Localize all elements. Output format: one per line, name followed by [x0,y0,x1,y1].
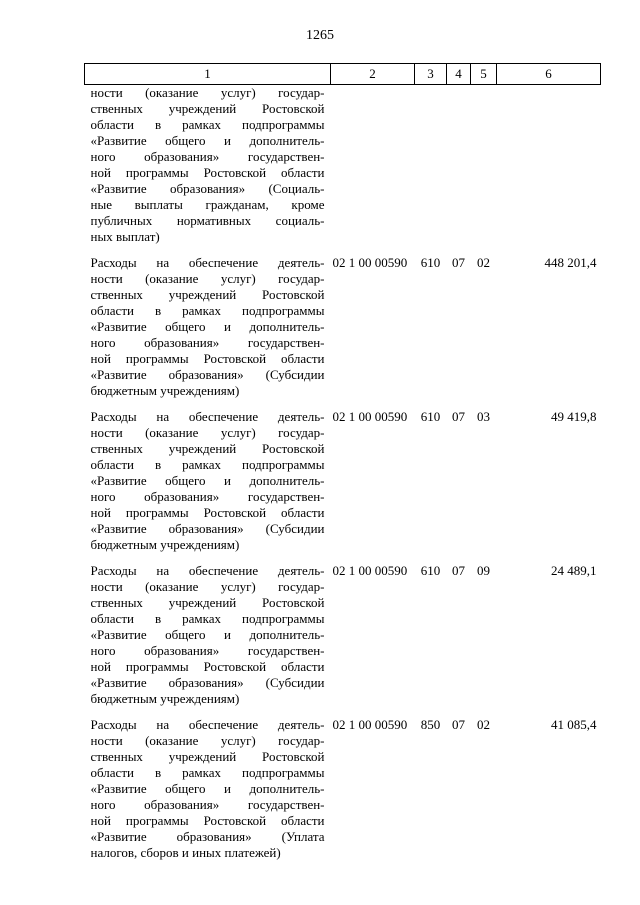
description-line: налогов, сборов и иных платежей) [90,845,281,860]
expense-description [85,245,331,399]
target-code: 02 1 00 00590 [332,255,408,270]
description-line: ственных учреждений Ростовской [90,441,325,456]
expense-type-code: 850 [420,717,441,732]
description-line: ности (оказание услуг) государ- [90,271,325,286]
column-header-6: 6 [497,64,601,85]
column-header-3: 3 [415,64,447,85]
description-line: ной программы Ростовской области [90,165,325,180]
target-code: 02 1 00 00590 [332,563,408,578]
section-code: 07 [452,409,465,424]
description-line: ной программы Ростовской области [90,505,325,520]
expense-description [85,553,331,707]
column-header-4: 4 [447,64,471,85]
page-number: 1265 [306,28,334,43]
column-header-1: 1 [85,64,331,85]
target-code [331,85,415,246]
expense-type-code: 610 [420,255,441,270]
section-code: 07 [452,255,465,270]
expense-type-code [415,85,447,246]
description-line: ные выплаты гражданам, кроме [90,197,325,212]
description-line: Расходы на обеспечение деятель- [90,255,325,270]
section-code [447,85,471,246]
description-line: «Развитие общего и дополнитель- [90,133,325,148]
description-line: ных выплат) [90,229,160,244]
table-row [85,553,601,707]
expense-description [85,399,331,553]
description-line: «Развитие общего и дополнитель- [90,781,325,796]
expense-type-code: 610 [420,563,441,578]
description-line: публичных нормативных социаль- [90,213,325,228]
description-line: ности (оказание услуг) государ- [90,425,325,440]
description-line: ного образования» государствен- [90,149,325,164]
table-row [85,399,601,553]
description-line: «Развитие образования» (Субсидии [90,675,325,690]
budget-table [84,63,601,861]
section-code: 07 [452,717,465,732]
description-line: бюджетным учреждениям) [90,383,240,398]
amount-value: 24 489,1 [551,563,597,578]
description-line: ственных учреждений Ростовской [90,749,325,764]
section-code: 07 [452,563,465,578]
description-line: области в рамках подпрограммы [90,457,325,472]
amount-value [497,85,601,246]
description-line: «Развитие общего и дополнитель- [90,319,325,334]
description-line: Расходы на обеспечение деятель- [90,717,325,732]
table-row [85,245,601,399]
description-line: ственных учреждений Ростовской [90,595,325,610]
description-line: ной программы Ростовской области [90,813,325,828]
subsection-code: 03 [477,409,490,424]
description-line: области в рамках подпрограммы [90,117,325,132]
subsection-code: 09 [477,563,490,578]
description-line: бюджетным учреждениям) [90,537,240,552]
description-line: ности (оказание услуг) государ- [90,85,325,100]
description-line: «Развитие образования» (Субсидии [90,521,325,536]
description-line: области в рамках подпрограммы [90,765,325,780]
description-line: ного образования» государствен- [90,797,325,812]
table-row [85,85,601,246]
expense-type-code: 610 [420,409,441,424]
description-line: Расходы на обеспечение деятель- [90,563,325,578]
description-line: «Развитие образования» (Уплата [90,829,325,844]
description-line: ного образования» государствен- [90,489,325,504]
target-code: 02 1 00 00590 [332,717,408,732]
description-line: ственных учреждений Ростовской [90,287,325,302]
amount-value: 448 201,4 [544,255,597,270]
column-header-2: 2 [331,64,415,85]
amount-value: 49 419,8 [551,409,597,424]
description-line: области в рамках подпрограммы [90,303,325,318]
description-line: ственных учреждений Ростовской [90,101,325,116]
description-line: «Развитие образования» (Социаль- [90,181,325,196]
expense-description [85,85,331,246]
amount-value: 41 085,4 [551,717,597,732]
description-line: «Развитие общего и дополнитель- [90,627,325,642]
description-line: ности (оказание услуг) государ- [90,733,325,748]
description-line: ности (оказание услуг) государ- [90,579,325,594]
table-row [85,707,601,861]
subsection-code: 02 [477,255,490,270]
column-header-5: 5 [471,64,497,85]
target-code: 02 1 00 00590 [332,409,408,424]
description-line: бюджетным учреждениям) [90,691,240,706]
column-number-header [85,64,601,85]
description-line: ного образования» государствен- [90,643,325,658]
description-line: «Развитие образования» (Субсидии [90,367,325,382]
subsection-code [471,85,497,246]
subsection-code: 02 [477,717,490,732]
description-line: ной программы Ростовской области [90,659,325,674]
description-line: ной программы Ростовской области [90,351,325,366]
description-line: «Развитие общего и дополнитель- [90,473,325,488]
expense-description [85,707,331,861]
description-line: области в рамках подпрограммы [90,611,325,626]
description-line: ного образования» государствен- [90,335,325,350]
description-line: Расходы на обеспечение деятель- [90,409,325,424]
